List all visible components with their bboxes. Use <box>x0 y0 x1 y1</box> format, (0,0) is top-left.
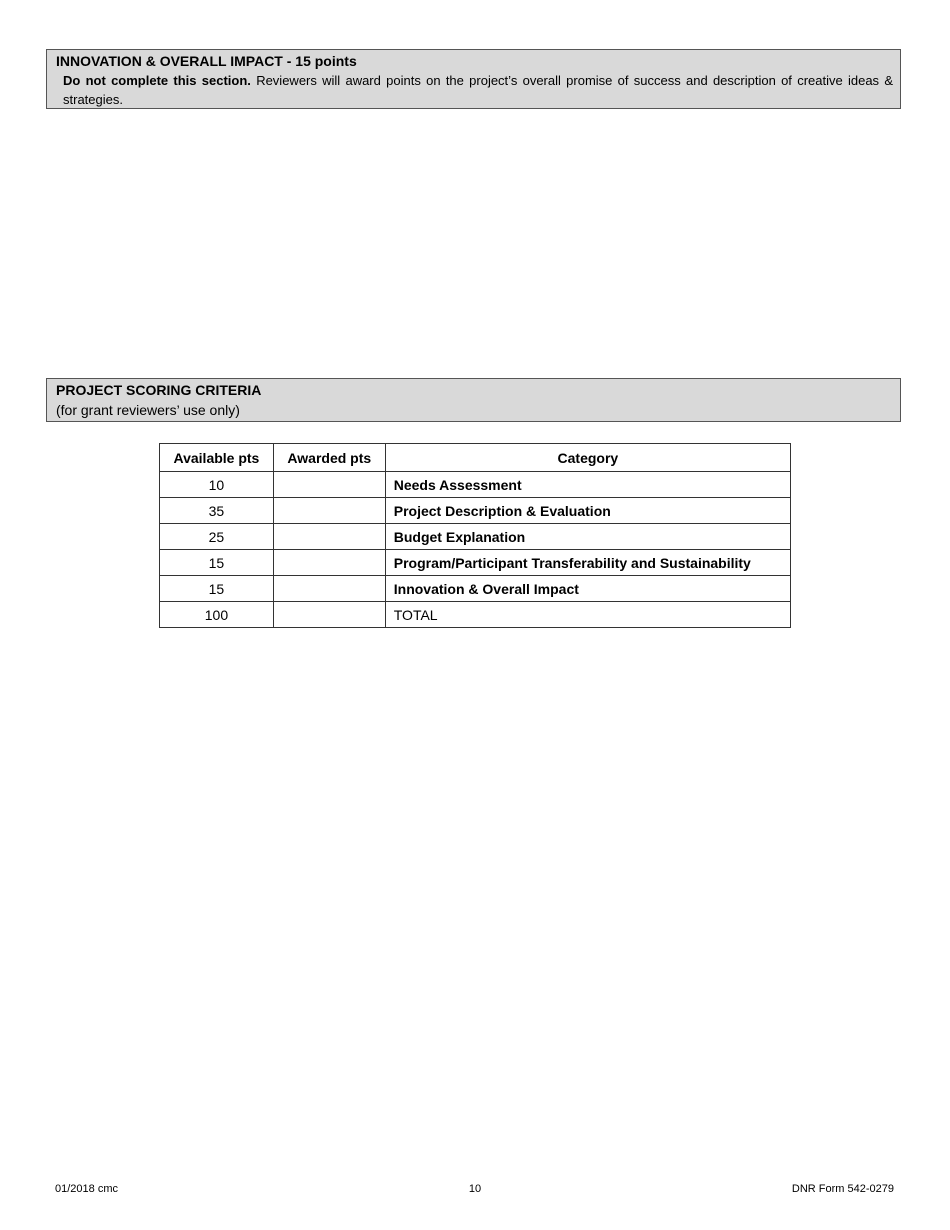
innovation-instruction-bold: Do not complete this section. <box>63 73 251 88</box>
table-row <box>160 550 791 576</box>
available-pts-cell: 100 <box>160 602 274 628</box>
header-available-pts: Available pts <box>160 444 274 472</box>
awarded-pts-cell[interactable] <box>273 576 385 602</box>
awarded-pts-cell[interactable] <box>273 472 385 498</box>
category-cell: Innovation & Overall Impact <box>385 576 790 602</box>
category-cell: Needs Assessment <box>385 472 790 498</box>
footer-form-date: 01/2018 cmc <box>55 1183 118 1195</box>
available-pts-cell: 15 <box>160 550 274 576</box>
table-row <box>160 498 791 524</box>
scoring-title: PROJECT SCORING CRITERIA <box>56 382 262 398</box>
category-cell: Budget Explanation <box>385 524 790 550</box>
available-pts-cell: 10 <box>160 472 274 498</box>
table-row <box>160 472 791 498</box>
scoring-header-row <box>160 444 791 472</box>
category-cell-total: TOTAL <box>385 602 790 628</box>
footer-page-number: 10 <box>468 1183 482 1195</box>
awarded-pts-cell[interactable] <box>273 524 385 550</box>
awarded-pts-cell[interactable] <box>273 602 385 628</box>
innovation-instruction-text: Reviewers will award points on the project’s overall promise of success and description of creative ideas & strategies. <box>63 73 893 107</box>
available-pts-cell: 35 <box>160 498 274 524</box>
header-awarded-pts: Awarded pts <box>273 444 385 472</box>
innovation-section <box>46 49 901 109</box>
available-pts-cell: 15 <box>160 576 274 602</box>
header-category: Category <box>385 444 790 472</box>
innovation-instructions <box>56 71 893 109</box>
scoring-table <box>159 443 791 628</box>
awarded-pts-cell[interactable] <box>273 550 385 576</box>
awarded-pts-cell[interactable] <box>273 498 385 524</box>
category-cell: Project Description & Evaluation <box>385 498 790 524</box>
table-row <box>160 576 791 602</box>
scoring-criteria-section <box>46 378 901 422</box>
footer-form-number: DNR Form 542-0279 <box>791 1183 894 1195</box>
scoring-subtitle: (for grant reviewers’ use only) <box>56 402 240 418</box>
category-cell: Program/Participant Transferability and Sustainability <box>385 550 790 576</box>
table-row <box>160 524 791 550</box>
table-row <box>160 602 791 628</box>
available-pts-cell: 25 <box>160 524 274 550</box>
innovation-title: INNOVATION & OVERALL IMPACT - 15 points <box>56 53 357 69</box>
